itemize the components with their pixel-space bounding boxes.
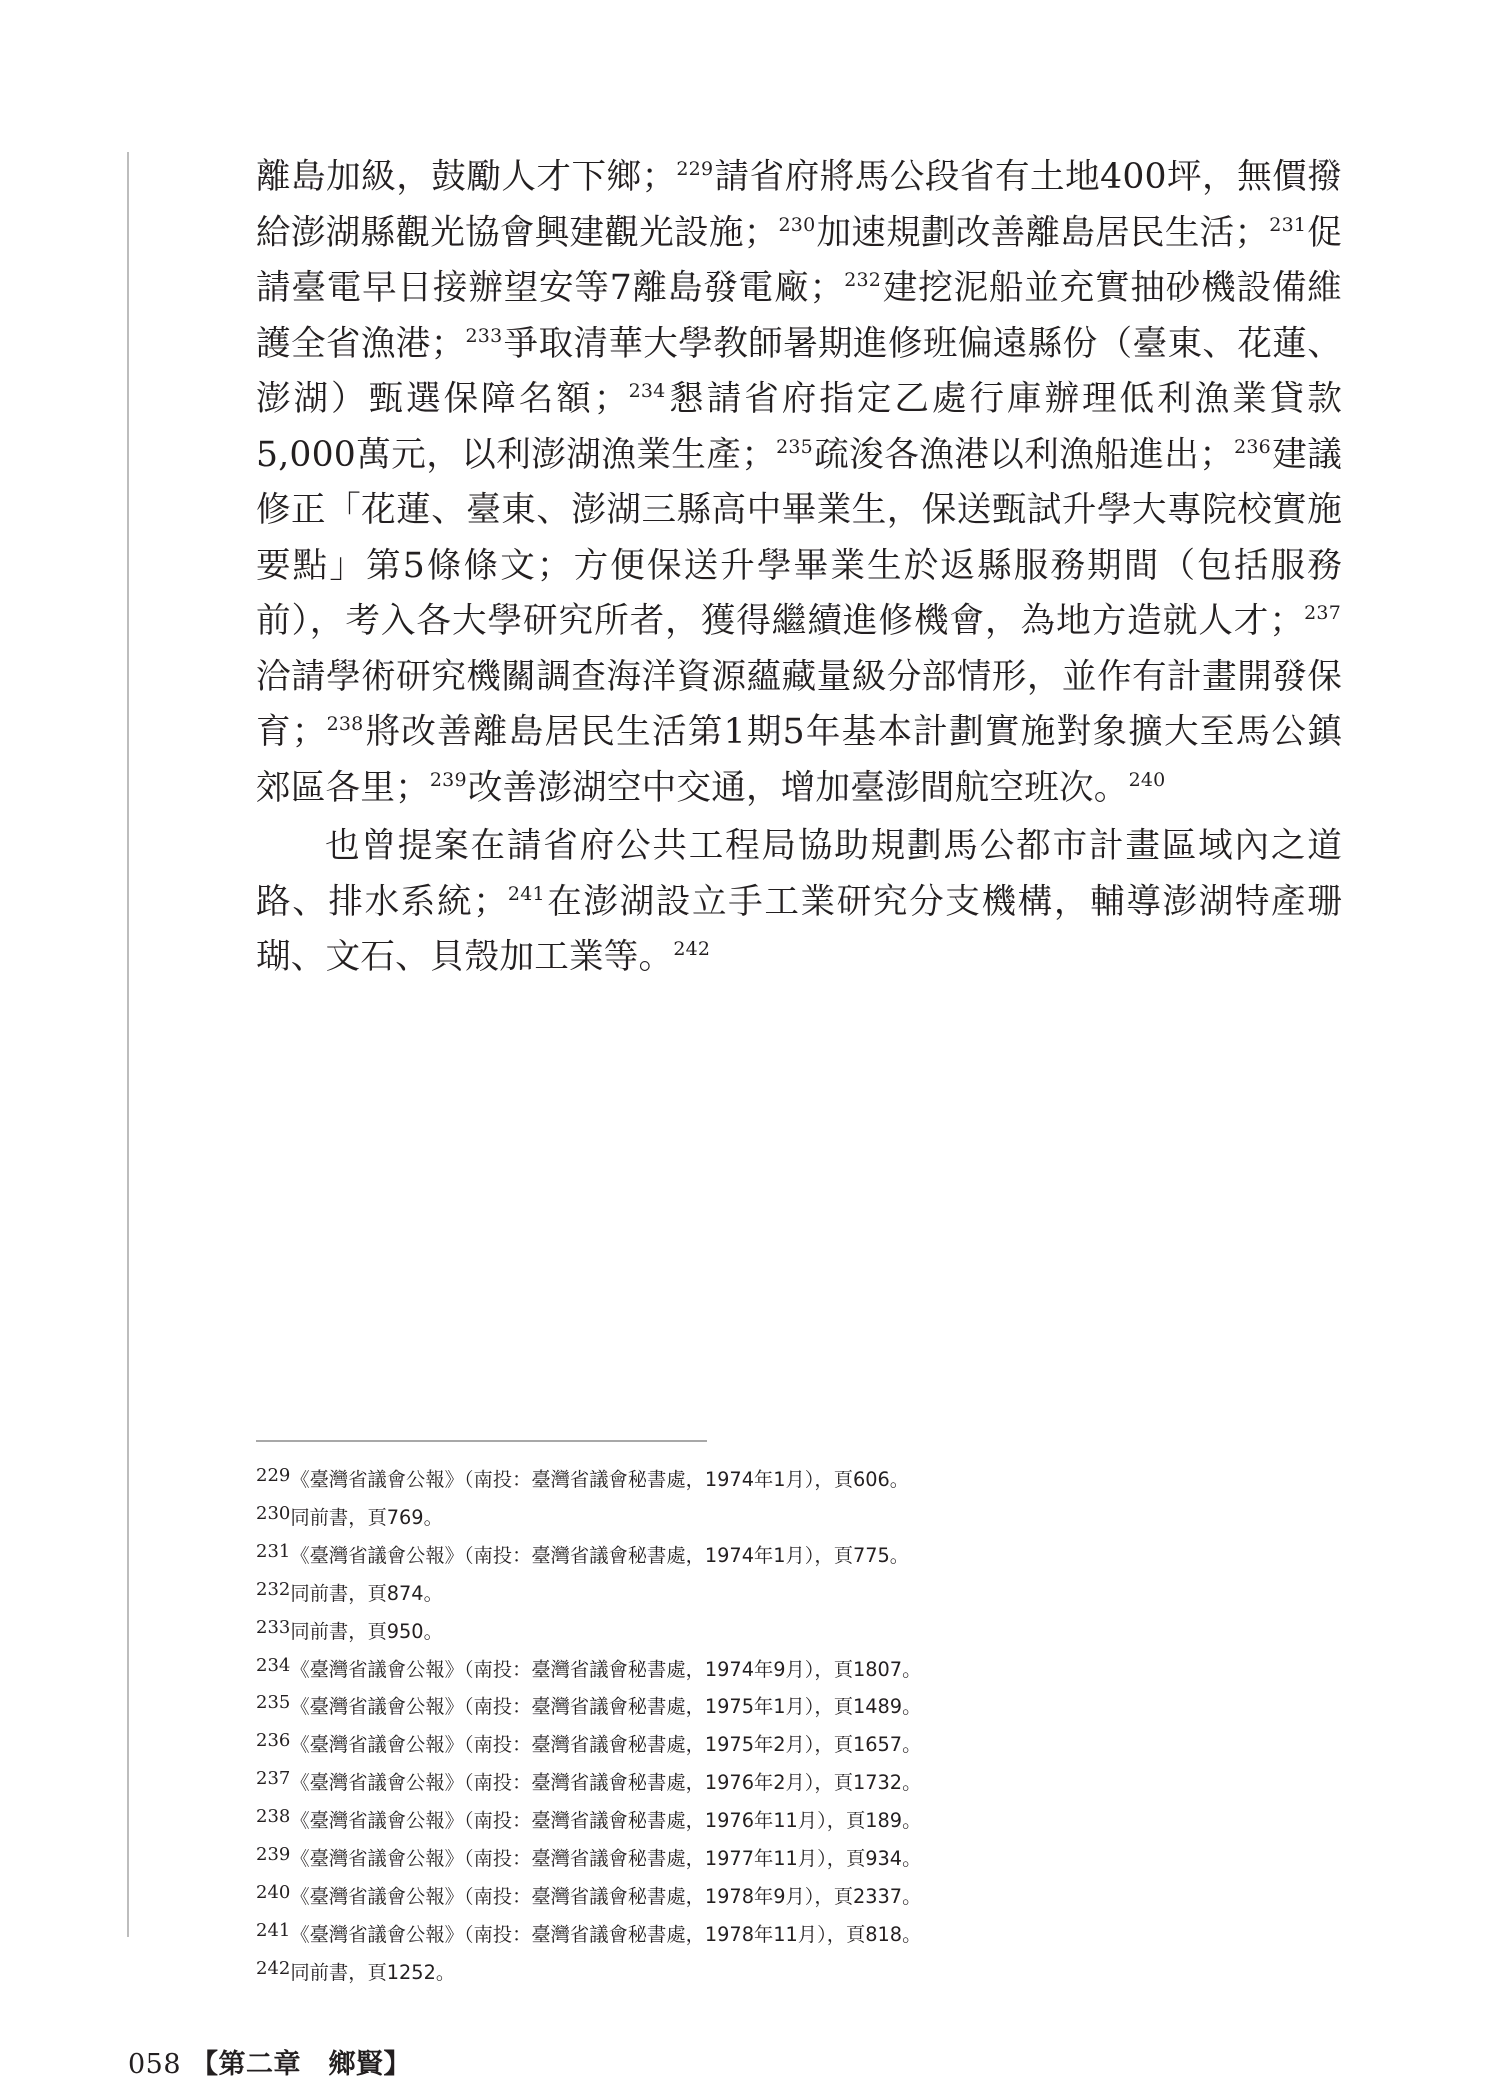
paragraph xyxy=(256,150,1342,816)
footnotes xyxy=(256,1459,1342,1990)
text-run: 在澎湖設立手工業研究分支機構，輔導澎湖特產珊瑚、文石、貝殼加工業等。 xyxy=(256,881,1342,977)
footnote-number: 235 xyxy=(256,1692,291,1714)
paragraph xyxy=(256,819,1342,986)
text-run: 建挖泥船並充實抽砂機設備維護全省漁港； xyxy=(256,268,1342,364)
footnote-separator xyxy=(256,1440,707,1442)
text-run: 將改善離島居民生活第1期5年基本計劃實施對象擴大至馬公鎮郊區各里； xyxy=(256,712,1342,808)
footnote xyxy=(256,1838,1342,1876)
footnote-number: 233 xyxy=(256,1616,291,1638)
footnote-text: 《臺灣省議會公報》（南投：臺灣省議會秘書處，1978年11月），頁818。 xyxy=(290,1922,922,1946)
footnote xyxy=(256,1649,1342,1687)
footnote xyxy=(256,1876,1342,1914)
text-run: 建議修正「花蓮、臺東、澎湖三縣高中畢業生，保送甄試升學大專院校實施要點」第5條條文；方便保送升學畢業生於返縣服務期間（包括服務前），考入各大學研究所者，獲得繼續進修機會，為地方造就人才； xyxy=(256,434,1343,641)
footnote xyxy=(256,1535,1342,1573)
text-run: 離島加級，鼓勵人才下鄉； xyxy=(256,157,677,197)
footnote-number: 232 xyxy=(256,1578,291,1600)
body-text xyxy=(256,150,1342,986)
footnote-ref: 232 xyxy=(844,269,882,291)
footnote-text: 《臺灣省議會公報》（南投：臺灣省議會秘書處，1974年1月），頁606。 xyxy=(290,1468,910,1491)
text-run: 改善澎湖空中交通，增加臺澎間航空班次。 xyxy=(467,767,1129,808)
footnote-ref: 235 xyxy=(776,435,813,458)
footnote-ref: 238 xyxy=(326,713,364,735)
footnote-number: 231 xyxy=(256,1540,291,1562)
footnote-text: 《臺灣省議會公報》（南投：臺灣省議會秘書處，1974年9月），頁1807。 xyxy=(290,1657,922,1681)
text-run: 請省府將馬公段省有土地400坪，無價撥給澎湖縣觀光協會興建觀光設施； xyxy=(256,157,1342,253)
footnote-text: 同前書，頁874。 xyxy=(290,1581,443,1605)
footnote-text: 同前書，頁769。 xyxy=(290,1505,443,1529)
footnote xyxy=(256,1800,1342,1838)
page-number: 058 xyxy=(128,2049,182,2080)
footnote-ref: 241 xyxy=(507,882,545,905)
footnote xyxy=(256,1573,1342,1611)
footnote xyxy=(256,1914,1342,1952)
footnote-ref: 237 xyxy=(1304,602,1341,624)
footnote-number: 237 xyxy=(256,1768,291,1790)
footnote-number: 240 xyxy=(256,1881,291,1903)
footnote-text: 《臺灣省議會公報》（南投：臺灣省議會秘書處，1976年2月），頁1732。 xyxy=(290,1771,922,1795)
text-run: 疏浚各漁港以利漁船進出； xyxy=(813,434,1235,475)
footnote-text: 《臺灣省議會公報》（南投：臺灣省議會秘書處，1975年2月），頁1657。 xyxy=(290,1733,922,1757)
text-run: 懇請省府指定乙處行庫辦理低利漁業貸款5,000萬元，以利澎湖漁業生產； xyxy=(256,379,1342,475)
footnote-number: 230 xyxy=(256,1502,291,1524)
footnote-ref: 234 xyxy=(628,380,666,402)
footnote-number: 239 xyxy=(256,1844,291,1866)
footnote xyxy=(256,1762,1342,1800)
footnote xyxy=(256,1952,1342,1990)
footnote-ref: 239 xyxy=(429,768,467,791)
footnote-number: 234 xyxy=(256,1654,291,1676)
footnote-ref: 233 xyxy=(465,324,503,347)
footnote xyxy=(256,1459,1342,1497)
page-footer xyxy=(128,2050,411,2080)
footnote-text: 同前書，頁1252。 xyxy=(290,1960,456,1984)
footnote-text: 《臺灣省議會公報》（南投：臺灣省議會秘書處，1974年1月），頁775。 xyxy=(290,1543,910,1567)
footnote xyxy=(256,1724,1342,1762)
footnote-ref: 231 xyxy=(1269,213,1307,236)
footnote xyxy=(256,1611,1342,1649)
footnote xyxy=(256,1686,1342,1724)
footnote-number: 229 xyxy=(256,1465,291,1486)
footnote-text: 《臺灣省議會公報》（南投：臺灣省議會秘書處，1978年9月），頁2337。 xyxy=(290,1884,922,1908)
footnote-ref: 229 xyxy=(676,158,714,180)
chapter-title: 【第二章 鄉賢】 xyxy=(191,2049,412,2080)
footnote-number: 238 xyxy=(256,1806,291,1828)
footnote-ref: 242 xyxy=(673,938,711,960)
footnote-text: 《臺灣省議會公報》（南投：臺灣省議會秘書處，1975年1月），頁1489。 xyxy=(290,1695,922,1719)
footnote-number: 236 xyxy=(256,1730,291,1752)
text-run: 爭取清華大學教師暑期進修班偏遠縣份（臺東、花蓮、澎湖）甄選保障名額； xyxy=(256,323,1342,419)
footnote-text: 同前書，頁950。 xyxy=(290,1619,443,1643)
footnote-number: 241 xyxy=(256,1919,291,1941)
footnote-text: 《臺灣省議會公報》（南投：臺灣省議會秘書處，1976年11月），頁189。 xyxy=(290,1809,922,1833)
text-run: 加速規劃改善離島居民生活； xyxy=(816,212,1270,253)
margin-rule xyxy=(127,152,129,1937)
footnote xyxy=(256,1497,1342,1535)
footnote-ref: 240 xyxy=(1128,768,1166,791)
footnote-text: 《臺灣省議會公報》（南投：臺灣省議會秘書處，1977年11月），頁934。 xyxy=(290,1847,922,1871)
text-run: 也曾提案在請省府公共工程局協助規劃馬公都市計畫區域內之道路、排水系統； xyxy=(256,826,1342,922)
text-run: 促請臺電早日接辦望安等7離島發電廠； xyxy=(256,212,1343,308)
footnote-ref: 236 xyxy=(1234,435,1271,458)
text-run: 洽請學術研究機關調查海洋資源蘊藏量級分部情形，並作有計畫開發保育； xyxy=(256,656,1342,752)
footnote-ref: 230 xyxy=(778,213,816,236)
footnote-number: 242 xyxy=(256,1957,291,1979)
